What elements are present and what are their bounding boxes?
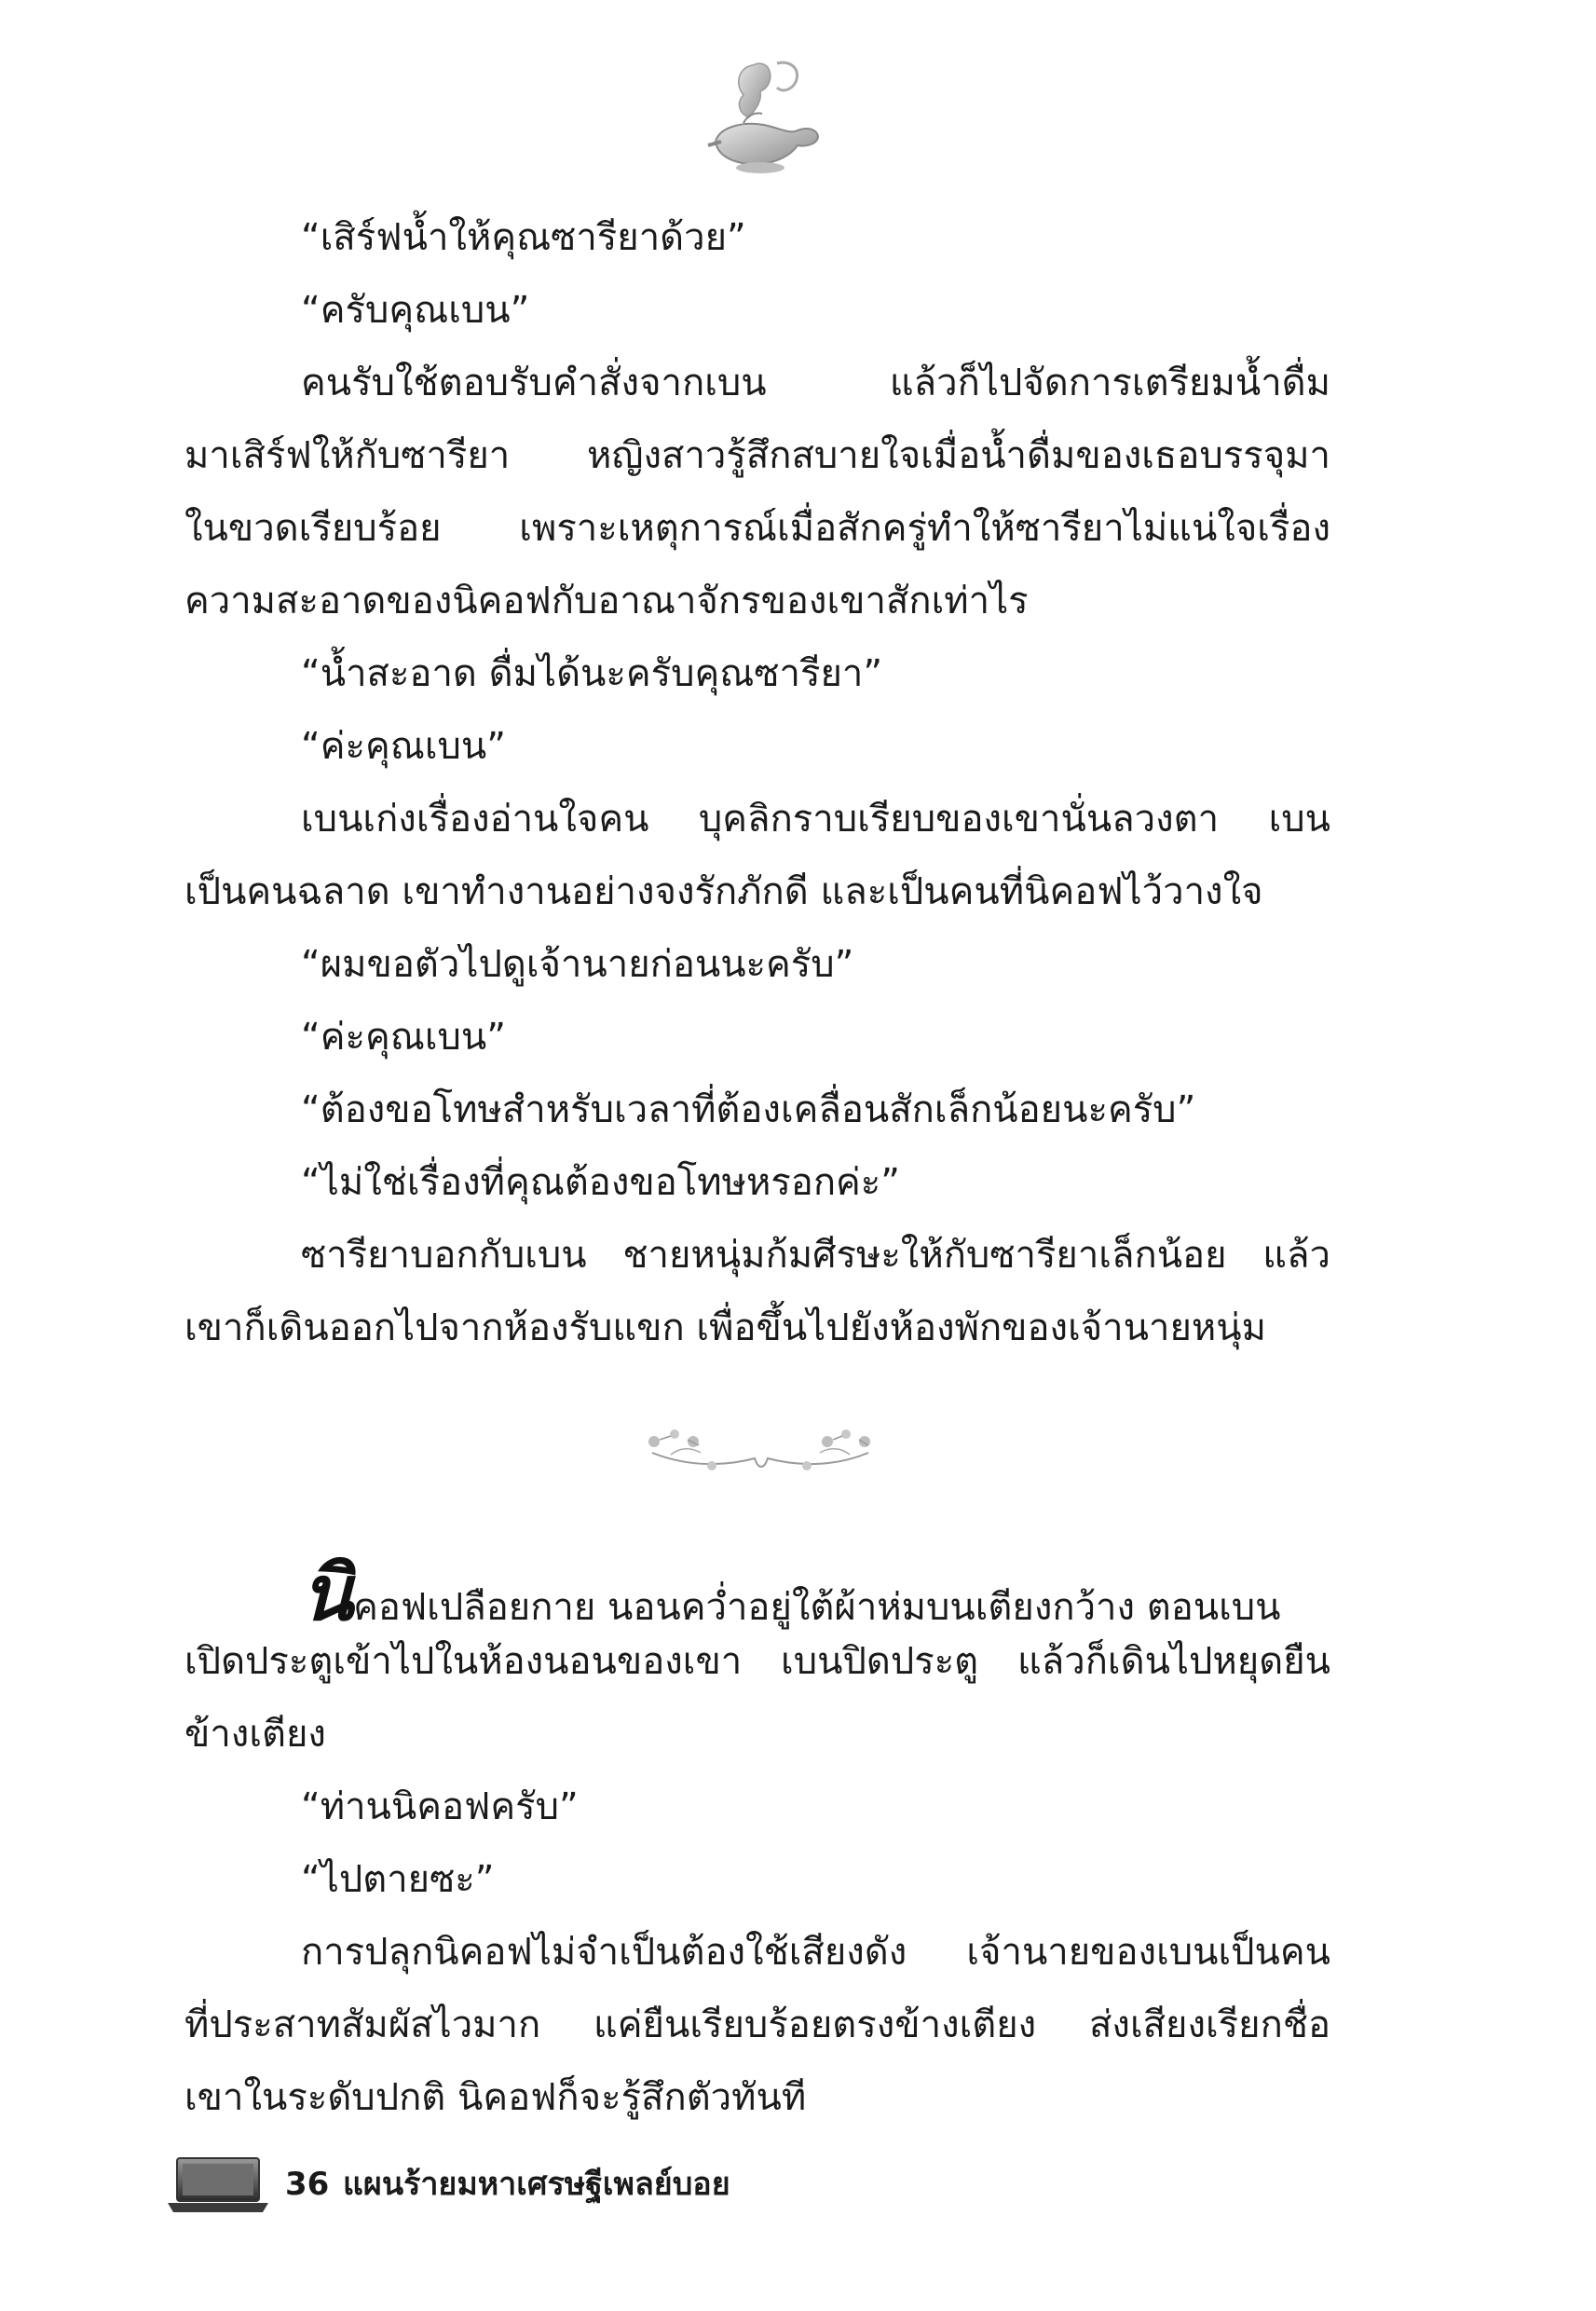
text-line: เขาในระดับปกติ นิคอฟก็จะรู้สึกตัวทันที: [184, 2076, 807, 2119]
text-line: ในขวดเรียบร้อย เพราะเหตุการณ์เมื่อสักครู่ทำให้ซารียาไม่แน่ใจเรื่อง: [184, 507, 1330, 550]
text-line: คอฟเปลือยกาย นอนคว่ำอยู่ใต้ผ้าห่มบนเตียงกว้าง ตอนเบน: [353, 1586, 1281, 1629]
text-line: “ครับคุณเบน”: [301, 289, 530, 332]
text-line: ความสะอาดของนิคอฟกับอาณาจักรของเขาสักเท่าไร: [184, 580, 1029, 622]
text-line: คนรับใช้ตอบรับคำสั่งจากเบน แล้วก็ไปจัดการเตรียมน้ำดื่ม: [301, 362, 1330, 404]
text-line: “ค่ะคุณเบน”: [301, 1016, 506, 1059]
text-line: เขาก็เดินออกไปจากห้องรับแขก เพื่อขึ้นไปยังห้องพักของเจ้านายหนุ่ม: [184, 1306, 1266, 1349]
dropcap-letter: นิ: [301, 1552, 354, 1635]
text-line: “น้ำสะอาด ดื่มได้นะครับคุณซารียา”: [301, 652, 883, 695]
text-line: “ไปตายซะ”: [301, 1858, 495, 1901]
text-line: “ต้องขอโทษสำหรับเวลาที่ต้องเคลื่อนสักเล็กน้อยนะครับ”: [301, 1088, 1196, 1131]
text-line: “ไม่ใช่เรื่องที่คุณต้องขอโทษหรอกค่ะ”: [301, 1161, 901, 1204]
text-line: “ค่ะคุณเบน”: [301, 725, 506, 768]
laptop-icon: [166, 2156, 270, 2214]
floral-divider-icon: [634, 1421, 885, 1486]
text-line: ซารียาบอกกับเบน ชายหนุ่มก้มศีรษะให้กับซารียาเล็กน้อย แล้ว: [301, 1234, 1330, 1277]
text-line: เบนเก่งเรื่องอ่านใจคน บุคลิกราบเรียบของเขานั่นลวงตา เบน: [301, 798, 1330, 841]
page-number: 36: [285, 2166, 330, 2203]
text-line: เปิดประตูเข้าไปในห้องนอนของเขา เบนปิดประตู แล้วก็เดินไปหยุดยืน: [184, 1640, 1330, 1683]
genie-lamp-icon: [688, 56, 827, 177]
dropcap-paragraph-start: [301, 1552, 1330, 1635]
text-line: “เสิร์ฟน้ำให้คุณซารียาด้วย”: [301, 216, 746, 259]
text-line: ที่ประสาทสัมผัสไวมาก แค่ยืนเรียบร้อยตรงข้างเตียง ส่งเสียงเรียกชื่อ: [184, 2003, 1330, 2046]
text-line: เป็นคนฉลาด เขาทำงานอย่างจงรักภักดี และเป็นคนที่นิคอฟไว้วางใจ: [184, 870, 1263, 913]
text-line: มาเสิร์ฟให้กับซารียา หญิงสาวรู้สึกสบายใจเมื่อน้ำดื่มของเธอบรรจุมา: [184, 434, 1330, 477]
book-title: แผนร้ายมหาเศรษฐีเพลย์บอย: [343, 2166, 730, 2203]
page-footer: [166, 2151, 1004, 2216]
text-line: ข้างเตียง: [184, 1713, 326, 1756]
text-line: การปลุกนิคอฟไม่จำเป็นต้องใช้เสียงดัง เจ้านายของเบนเป็นคน: [301, 1931, 1330, 1974]
text-line: “ผมขอตัวไปดูเจ้านายก่อนนะครับ”: [301, 943, 854, 986]
text-line: “ท่านนิคอฟครับ”: [301, 1785, 579, 1828]
